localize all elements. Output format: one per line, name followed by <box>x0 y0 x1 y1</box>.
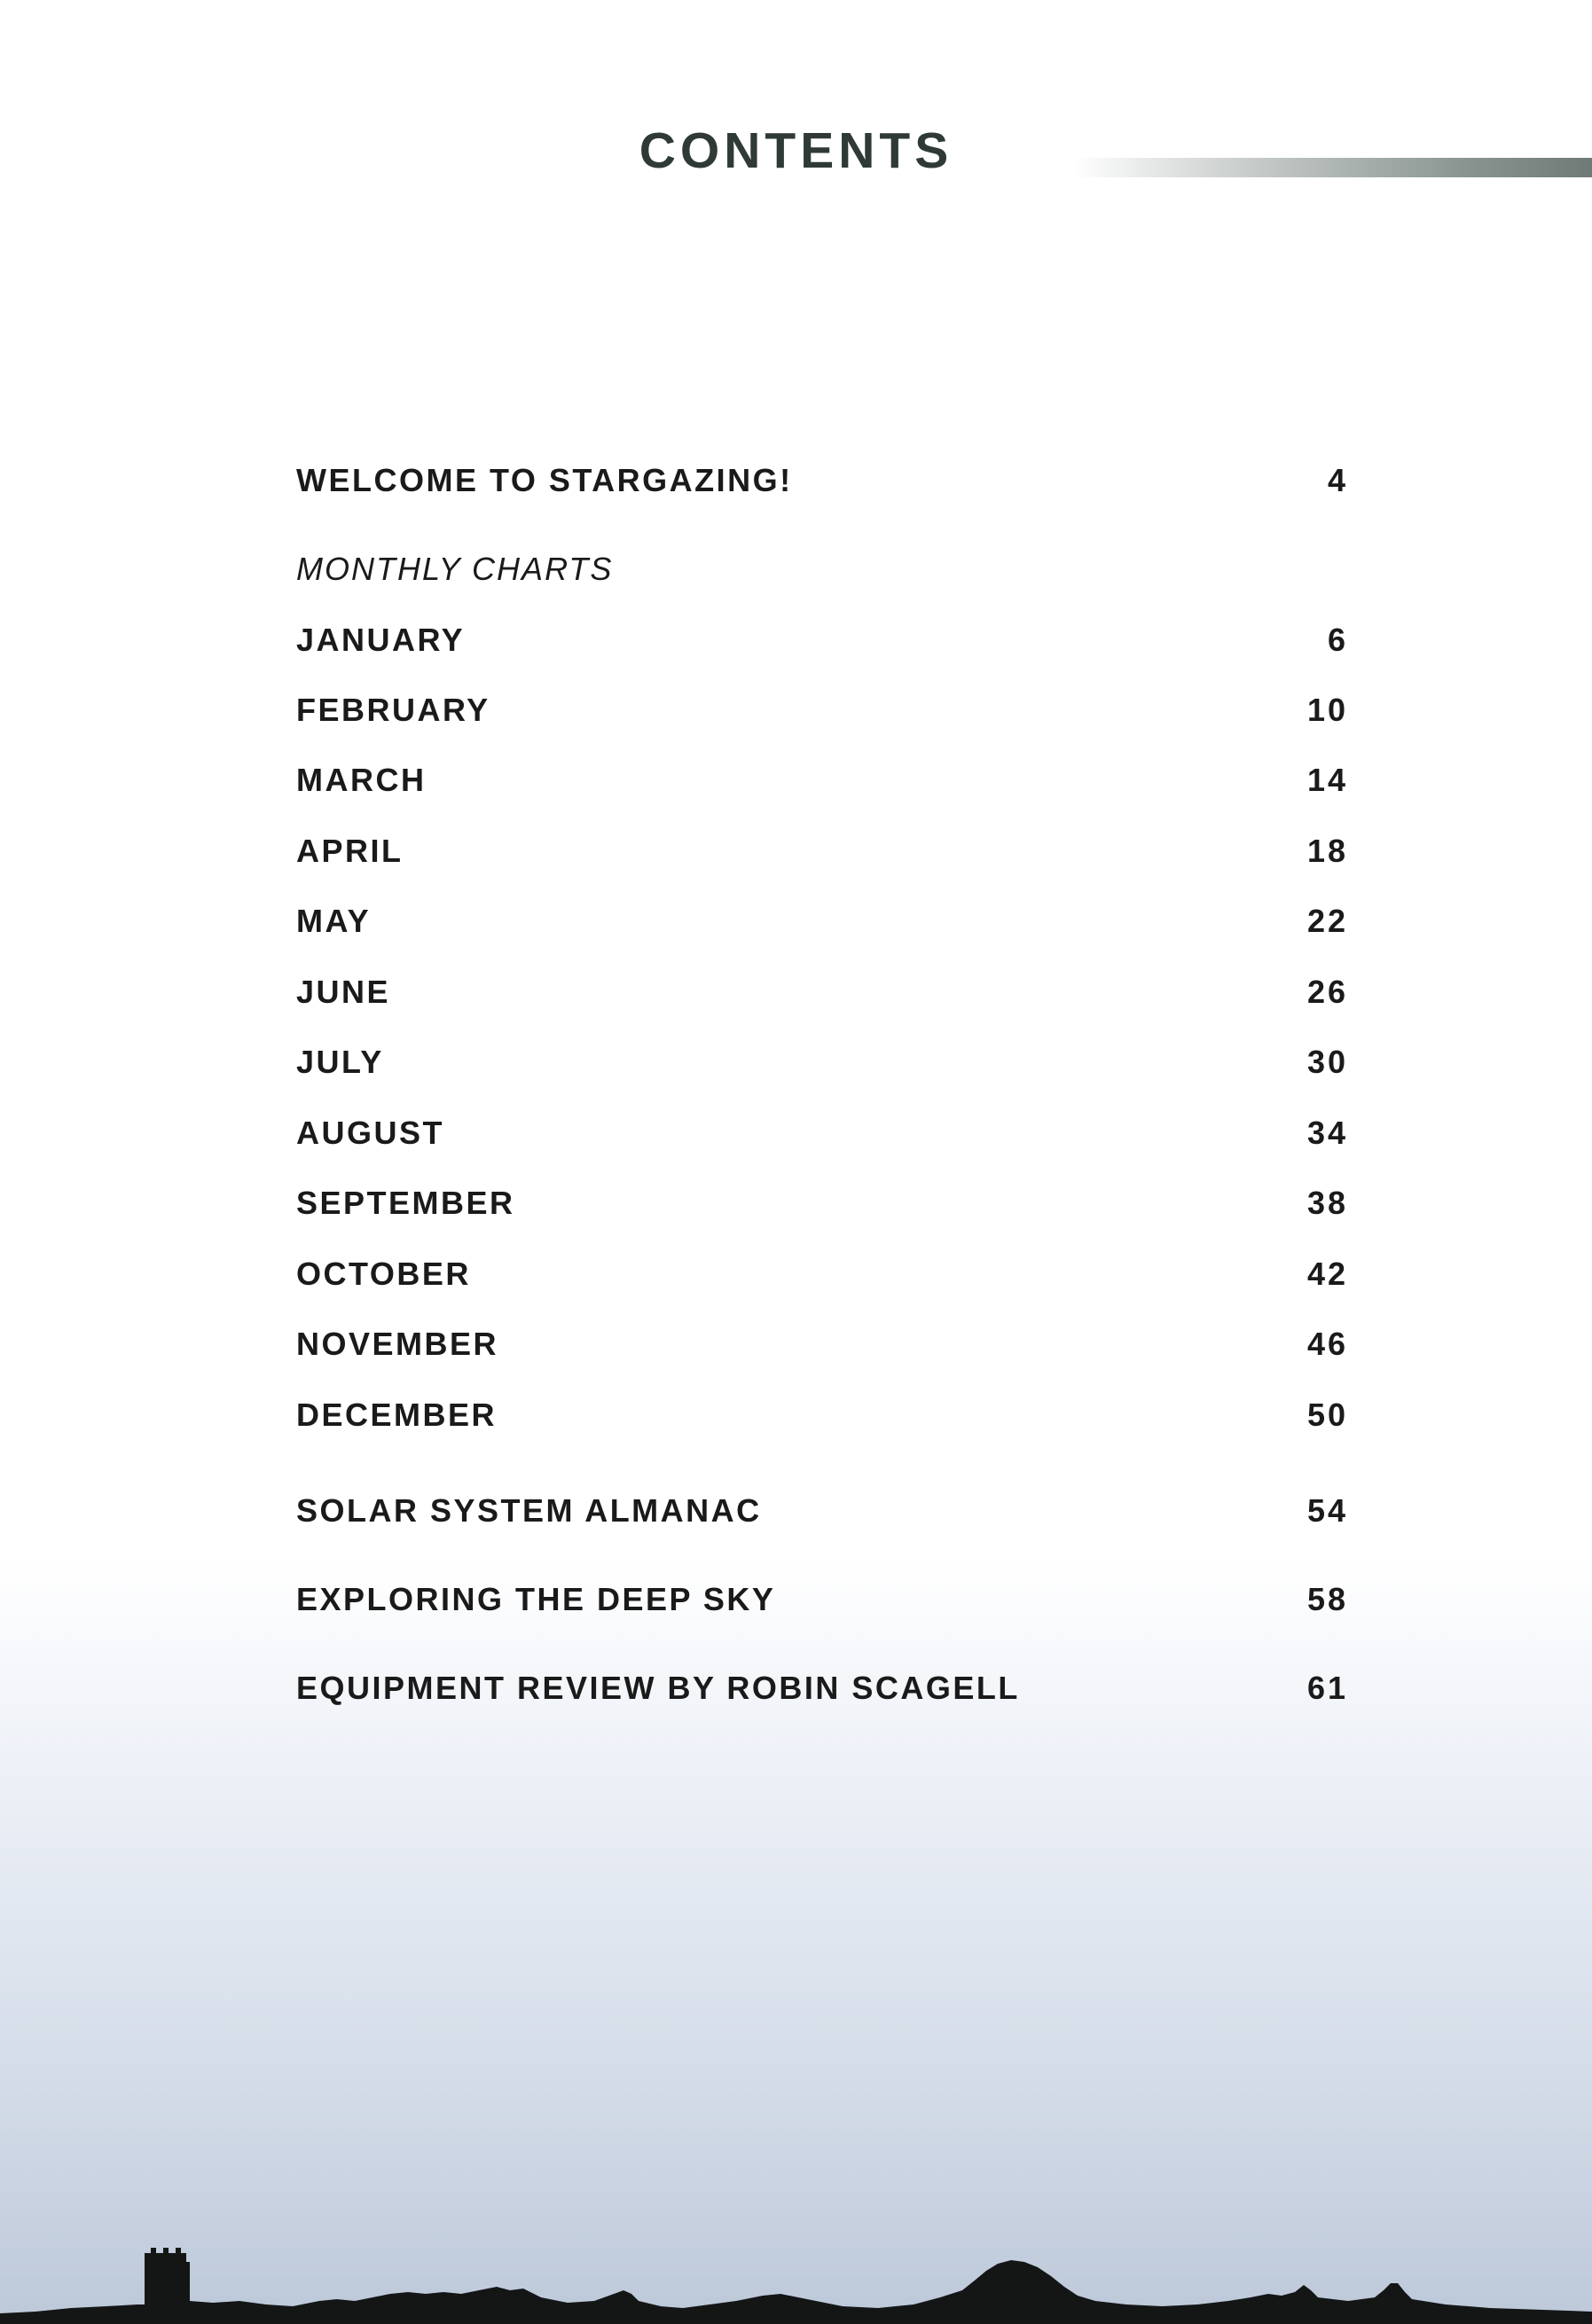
toc-entry-label: NOVEMBER <box>296 1326 499 1362</box>
toc-entry-may[interactable] <box>296 900 1348 943</box>
toc-entry-label: SOLAR SYSTEM ALMANAC <box>296 1492 762 1529</box>
toc-entry-february[interactable] <box>296 689 1348 732</box>
toc-entry-july[interactable] <box>296 1041 1348 1084</box>
toc-entry-page-number: 50 <box>1306 1397 1348 1433</box>
toc-entry-page-number: 30 <box>1306 1044 1348 1080</box>
toc-entry-april[interactable] <box>296 830 1348 872</box>
toc-entry-label: WELCOME TO STARGAZING! <box>296 462 793 498</box>
toc-entry-page-number: 4 <box>1327 462 1348 498</box>
toc-entry-page-number: 54 <box>1306 1492 1348 1529</box>
toc-entry-december[interactable] <box>296 1394 1348 1436</box>
toc-entry-page-number: 42 <box>1306 1256 1348 1292</box>
toc-entry-page-number: 10 <box>1306 692 1348 728</box>
table-of-contents <box>296 0 1348 1773</box>
toc-entry-page-number: 58 <box>1306 1581 1348 1617</box>
toc-entry-september[interactable] <box>296 1182 1348 1225</box>
toc-entry-label: JUNE <box>296 974 391 1010</box>
toc-entry-page-number: 38 <box>1306 1185 1348 1221</box>
toc-entry-march[interactable] <box>296 759 1348 802</box>
toc-entry-label: MARCH <box>296 762 427 798</box>
toc-entry-label: EQUIPMENT REVIEW BY ROBIN SCAGELL <box>296 1670 1020 1706</box>
toc-entry-label: JANUARY <box>296 622 466 658</box>
toc-entry-welcome[interactable] <box>296 459 1348 502</box>
horizon-silhouette <box>0 2209 1592 2324</box>
toc-entry-page-number: 18 <box>1306 833 1348 869</box>
toc-entry-page-number: 46 <box>1306 1326 1348 1362</box>
toc-entry-page-number: 34 <box>1306 1115 1348 1151</box>
toc-entry-exploring-the-deep-sky[interactable] <box>296 1578 1348 1621</box>
toc-entry-august[interactable] <box>296 1112 1348 1154</box>
toc-entry-january[interactable] <box>296 619 1348 661</box>
toc-section-heading-monthly-charts <box>296 548 1348 591</box>
toc-entry-november[interactable] <box>296 1323 1348 1365</box>
toc-entry-equipment-review[interactable] <box>296 1667 1348 1710</box>
toc-entry-label: AUGUST <box>296 1115 444 1151</box>
toc-entry-solar-system-almanac[interactable] <box>296 1490 1348 1532</box>
toc-entry-label: SEPTEMBER <box>296 1185 515 1221</box>
toc-entry-page-number: 61 <box>1306 1670 1348 1706</box>
toc-entry-june[interactable] <box>296 971 1348 1013</box>
toc-entry-label: MAY <box>296 903 372 939</box>
toc-entry-label: APRIL <box>296 833 404 869</box>
page-title: CONTENTS <box>639 122 953 179</box>
toc-entry-label: JULY <box>296 1044 384 1080</box>
toc-entry-page-number: 26 <box>1306 974 1348 1010</box>
toc-entry-label: OCTOBER <box>296 1256 471 1292</box>
toc-entry-october[interactable] <box>296 1253 1348 1295</box>
toc-entry-label: DECEMBER <box>296 1397 498 1433</box>
toc-entry-page-number: 22 <box>1306 903 1348 939</box>
toc-entry-page-number: 6 <box>1327 622 1348 658</box>
toc-entry-page-number: 14 <box>1306 762 1348 798</box>
toc-entry-label: EXPLORING THE DEEP SKY <box>296 1581 776 1617</box>
toc-section-label: MONTHLY CHARTS <box>296 551 614 587</box>
toc-entry-label: FEBRUARY <box>296 692 490 728</box>
